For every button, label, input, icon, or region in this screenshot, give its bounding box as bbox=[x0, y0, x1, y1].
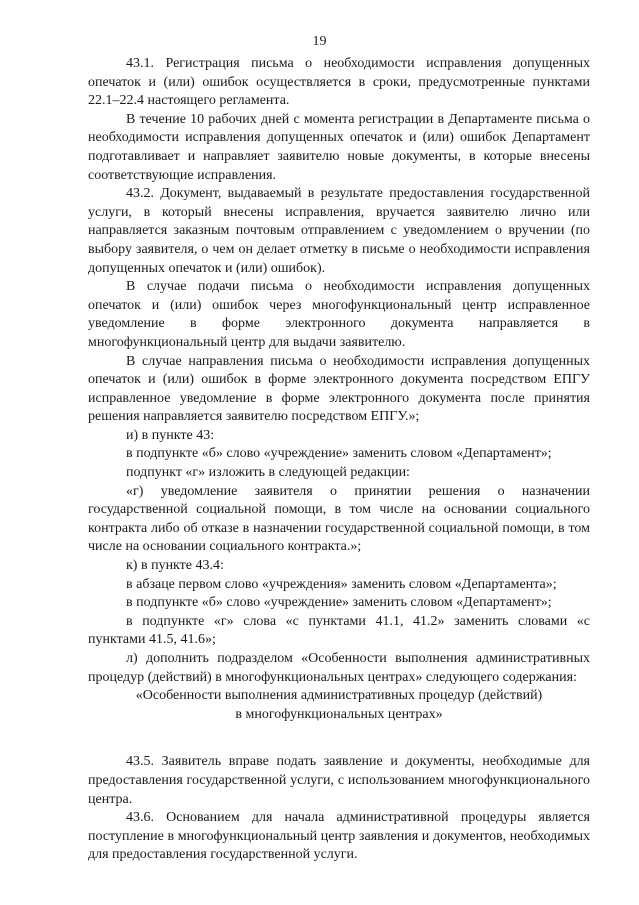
first-paragraph-replace: в абзаце первом слово «учреждения» заменить словом «Департамента»; bbox=[126, 576, 557, 592]
blank-line bbox=[88, 724, 590, 753]
subitem-g-text: «г) уведомление заявителя о принятии решения о назначении государственной социальной помощи, в том числе на основании социального контракта либо об отказе в назначении государственной социальной помощи, в том числе на основании социального контракта.»; bbox=[88, 483, 590, 555]
paragraph-43-5: 43.5. Заявитель вправе подать заявление и документы, необходимые для предоставления государственной услуги, с использованием многофункционального центра. bbox=[88, 754, 590, 807]
document-body bbox=[88, 55, 590, 865]
paragraph-10-days: В течение 10 рабочих дней с момента регистрации в Департаменте письма о необходимости исправления допущенных опечаток и (или) ошибок Департамент подготавливает и направляет заявителю новые документы, в которые внесены соответствующие исправления. bbox=[88, 111, 590, 183]
paragraph-43-2: 43.2. Документ, выдаваемый в результате предоставления государственной услуги, в который внесены исправления, вручается заявителю лично или направляется заказным почтовым отправлением с уведомлением о вручении (по выбору заявителя, о чем он делает отметку в письме о необходимости исправления допущенных опечаток и (или) ошибок). bbox=[88, 186, 590, 276]
item-l-add-subsection: л) дополнить подразделом «Особенности выполнения административных процедур (действий) в многофункциональных центрах» следующего содержания: bbox=[88, 651, 590, 685]
item-k-point-43-4: к) в пункте 43.4: bbox=[126, 558, 224, 574]
paragraph-epgu-submission: В случае направления письма о необходимости исправления допущенных опечаток и (или) ошибок в форме электронного документа посредством ЕПГУ исправленное уведомление в форме электронного документа после принятия решения направляется заявителю посредством ЕПГУ.»; bbox=[88, 353, 590, 425]
paragraph-mfc-submission: В случае подачи письма о необходимости исправления допущенных опечаток и (или) ошибок через многофункциональный центр исправленное уведомление в форме электронного документа направляется в многофункциональный центр для выдачи заявителю. bbox=[88, 279, 590, 350]
subitem-b-replace-2: в подпункте «б» слово «учреждение» заменить словом «Департамент»; bbox=[126, 595, 552, 611]
section-heading-line-1: «Особенности выполнения административных процедур (действий) bbox=[135, 688, 543, 704]
section-heading-line-2: в многофункциональных центрах» bbox=[235, 706, 443, 722]
subitem-b-replace: в подпункте «б» слово «учреждение» заменить словом «Департамент»; bbox=[126, 446, 552, 462]
paragraph-43-1: 43.1. Регистрация письма о необходимости исправления допущенных опечаток и (или) ошибок осуществляется в сроки, предусмотренные пунктами 22.1–22.4 настоящего регламента. bbox=[88, 56, 590, 109]
paragraph-43-6: 43.6. Основанием для начала административной процедуры является поступление в многофункциональный центр заявления и документов, необходимых для предоставления государственной услуги. bbox=[88, 810, 590, 863]
section-heading bbox=[88, 687, 590, 724]
item-i-point-43: и) в пункте 43: bbox=[126, 427, 215, 443]
page-number: 19 bbox=[312, 34, 327, 49]
subitem-g-restate: подпункт «г» изложить в следующей редакции: bbox=[126, 465, 410, 481]
subitem-g-replace: в подпункте «г» слова «с пунктами 41.1, 41.2» заменить словами «с пунктами 41.5, 41.6»; bbox=[88, 613, 590, 648]
